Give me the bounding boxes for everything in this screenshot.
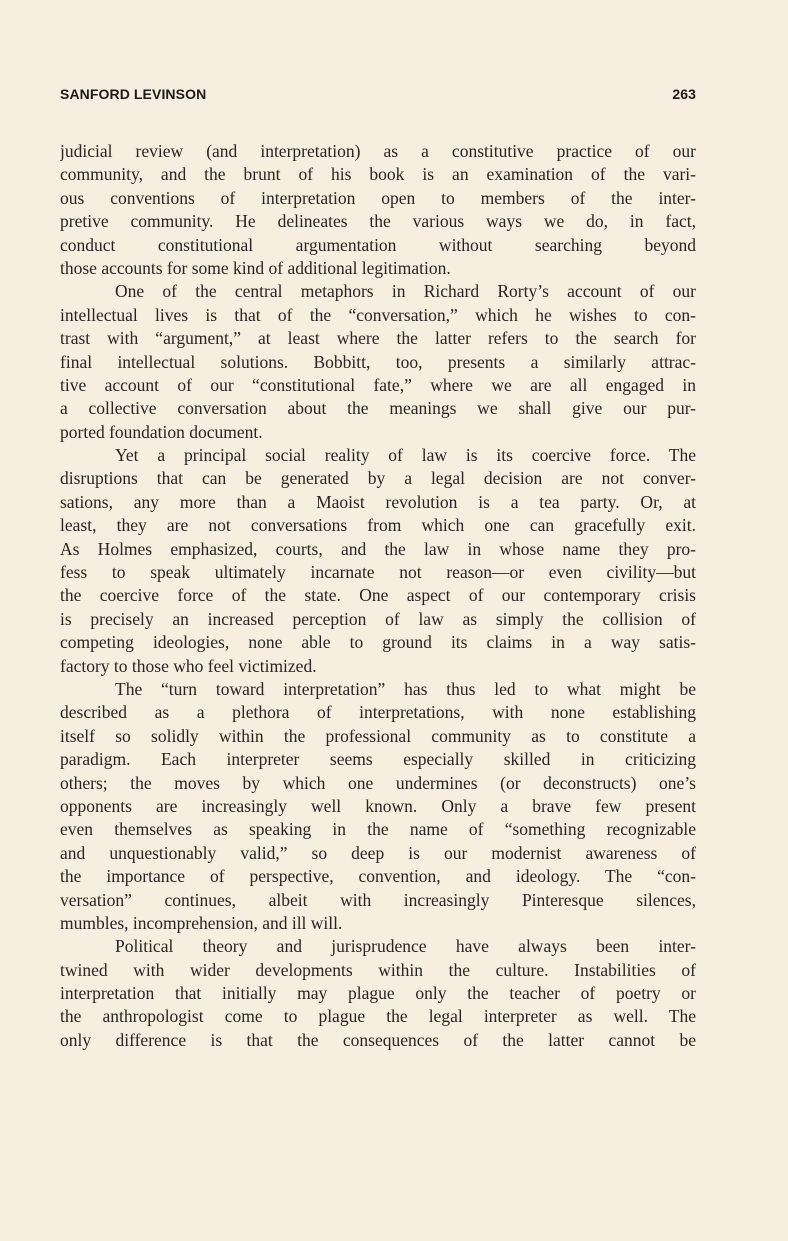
- text-line: a collective conversation about the meanings we shall give our pur-: [60, 398, 696, 419]
- text-line: interpretation that initially may plague only the teacher of poetry or: [60, 983, 696, 1004]
- text-line: competing ideologies, none able to ground its claims in a way satis-: [60, 632, 696, 653]
- text-line: pretive community. He delineates the various ways we do, in fact,: [60, 211, 696, 232]
- paragraph-first-line: One of the central metaphors in Richard Rorty’s account of our: [115, 281, 696, 302]
- text-line: ous conventions of interpretation open to members of the inter-: [60, 187, 696, 208]
- body-text: [60, 140, 696, 1052]
- text-line: mumbles, incomprehension, and ill will.: [60, 912, 343, 933]
- text-line: community, and the brunt of his book is an examination of the vari-: [60, 164, 696, 185]
- text-line: versation” continues, albeit with increasingly Pinteresque silences,: [60, 889, 696, 910]
- text-line: conduct constitutional argumentation without searching beyond: [60, 234, 696, 255]
- text-line: ported foundation document.: [60, 421, 263, 442]
- running-head: [60, 86, 696, 106]
- text-line: the anthropologist come to plague the legal interpreter as well. The: [60, 1006, 696, 1027]
- text-line: opponents are increasingly well known. Only a brave few present: [60, 795, 696, 816]
- text-line: least, they are not conversations from which one can gracefully exit.: [60, 515, 696, 536]
- text-line: only difference is that the consequences of the latter cannot be: [60, 1029, 696, 1050]
- paragraph-first-line: The “turn toward interpretation” has thus led to what might be: [115, 678, 696, 699]
- text-line: As Holmes emphasized, courts, and the law in whose name they pro-: [60, 538, 696, 559]
- text-line: the coercive force of the state. One aspect of our contemporary crisis: [60, 585, 696, 606]
- paragraph-first-line: Yet a principal social reality of law is its coercive force. The: [115, 445, 696, 466]
- text-line: tive account of our “constitutional fate,” where we are all engaged in: [60, 374, 696, 395]
- text-line: sations, any more than a Maoist revolution is a tea party. Or, at: [60, 491, 696, 512]
- text-line: the importance of perspective, convention, and ideology. The “con-: [60, 866, 696, 887]
- text-line: paradigm. Each interpreter seems especially skilled in criticizing: [60, 749, 696, 770]
- paragraph-first-line: Political theory and jurisprudence have always been inter-: [115, 936, 696, 957]
- text-line: is precisely an increased perception of law as simply the collision of: [60, 608, 696, 629]
- text-line: trast with “argument,” at least where the latter refers to the search for: [60, 328, 696, 349]
- text-line: those accounts for some kind of additional legitimation.: [60, 257, 451, 278]
- text-line: itself so solidly within the professional community as to constitute a: [60, 725, 696, 746]
- text-line: factory to those who feel victimized.: [60, 655, 317, 676]
- text-line: intellectual lives is that of the “conversation,” which he wishes to con-: [60, 304, 696, 325]
- text-line: even themselves as speaking in the name of “something recognizable: [60, 819, 696, 840]
- text-line: disruptions that can be generated by a legal decision are not conver-: [60, 468, 696, 489]
- text-line: described as a plethora of interpretations, with none establishing: [60, 702, 696, 723]
- text-line: others; the moves by which one undermines (or deconstructs) one’s: [60, 772, 696, 793]
- text-line: and unquestionably valid,” so deep is our modernist awareness of: [60, 842, 696, 863]
- text-line: judicial review (and interpretation) as a constitutive practice of our: [60, 141, 696, 161]
- text-line: twined with wider developments within the culture. Instabilities of: [60, 959, 696, 980]
- text-line: final intellectual solutions. Bobbitt, too, presents a similarly attrac-: [60, 351, 696, 372]
- text-line: fess to speak ultimately incarnate not reason—or even civility—but: [60, 562, 696, 583]
- running-head-author: SANFORD LEVINSON: [60, 86, 207, 102]
- page-number: 263: [672, 86, 696, 102]
